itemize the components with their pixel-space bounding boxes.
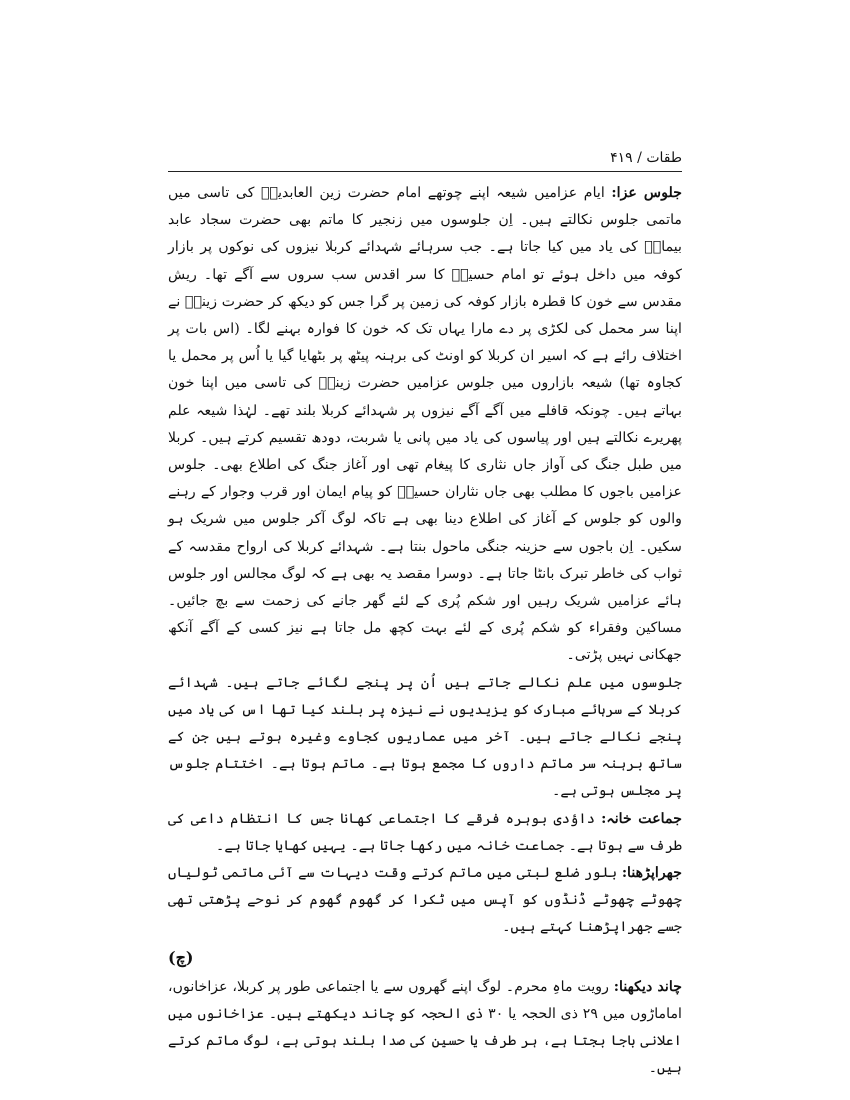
page-body (168, 180, 682, 1083)
entry-jamaat-khana (168, 806, 682, 860)
entry-text: بلور ضلع لبتی میں ماتم کرتے وقت دیہات سے آئی ماتمی ٹولیاں چھوٹے چھوٹے ڈنڈوں کو آپس میں ٹکرا کر گھوم گھوم کر نوحے پڑھتی تھی جسے جھراپڑھنا کہتے ہیں۔ (168, 865, 682, 936)
entry-continuation: جلوسوں میں علم نکالے جاتے ہیں اُن پر پنجے لگائے جاتے ہیں۔ شہدائے کربلا کے سرہائے مبارک کو یزیدیوں نے نیزہ پر بلند کیا تھا اس کی یاد میں پنجے نکالے جاتے ہیں۔ آخر میں عماریوں کجاوے وغیرہ ہوتے ہیں جن کے ساتھ برہنہ سر ماتم داروں کا مجمع ہوتا ہے۔ ماتم ہوتا ہے۔ اختتام جلوس پر مجلس ہوتی ہے۔ (168, 674, 682, 800)
entry-term: جماعت خانہ: (601, 810, 682, 827)
entry-text: رویت ماہِ محرم۔ لوگ اپنے گھروں سے یا اجتماعی طور پر کربلا، عزاخانوں، اماماڑوں میں ۲۹ ذی الحجہ یا ۳۰ ذی الحجہ کو چاند دیکھتے ہیں۔ عزاخانوں میں اعلانی باجا بجتا ہے، ہر طرف یا حسین کی صدا بلند ہوتی ہے، لوگ ماتم کرتے ہیں۔ (168, 978, 682, 1077)
entry-term: جھراپڑھنا: (621, 865, 682, 882)
entry-term: جلوس عزا: (611, 185, 683, 201)
entry-jhara-parhna (168, 860, 682, 942)
entry-term: چاند دیکھنا: (613, 978, 682, 995)
entry-chand-dekhna (168, 974, 682, 1083)
page-header (168, 146, 682, 172)
entry-jaloos-aza (168, 180, 682, 670)
header-rule (168, 171, 682, 172)
running-title: طقات / ۴۱۹ (610, 150, 682, 166)
section-letter: (چ) (168, 947, 194, 967)
entry-text: داؤدی بوہرہ فرقے کا اجتماعی کھانا جس کا انتظام داعی کی طرف سے ہوتا ہے۔ جماعت خانہ میں رکھا جاتا ہے۔ یہیں کھایا جاتا ہے۔ (168, 810, 682, 854)
entry-text: ایام عزامیں شیعہ اپنے چوتھے امام حضرت زین العابدینؑ کی تاسی میں ماتمی جلوس نکالتے ہیں۔ اِن جلوسوں میں زنجیر کا ماتم بھی حضرت سجاد عابد بیمارؑ کی یاد میں کیا جاتا ہے۔ جب سرہائے شہدائے کربلا نیزوں کی نوکوں پر بازار کوفہ میں داخل ہوئے تو امام حسینؑ کا سر اقدس سب سروں سے آگے تھا۔ ریش مقدس سے خون کا قطرہ بازار کوفہ کی زمین پر گرا جس کو دیکھ کر حضرت زینبؑ نے اپنا سر محمل کی لکڑی پر دے مارا یہاں تک کہ خون کا فوارہ بہنے لگا۔ (اس بات پر اختلاف رائے ہے کہ اسیر ان کربلا کو اونٹ کی برہنہ پیٹھ پر بٹھایا گیا یا اُس پر محمل یا کجاوہ تھا) شیعہ بازاروں میں جلوس عزامیں حضرت زینبؑ کی تاسی میں اپنا خون بہاتے ہیں۔ چونکہ قافلے میں آگے آگے نیزوں پر شہدائے کربلا بلند تھے۔ لہٰذا شیعہ علم پھریرے نکالتے ہیں اور پیاسوں کی یاد میں پانی یا شربت، دودھ تقسیم کرتے ہیں۔ کربلا میں طبل جنگ کی آواز جاں نثاری کا پیغام تھی اور آغاز جنگ کی اطلاع بھی۔ جلوس عزامیں باجوں کا مطلب بھی جاں نثاران حسینؑ کو پیام ایمان اور قرب وجوار کے رہنے والوں کو جلوس کے آغاز کی اطلاع دینا بھی ہے تاکہ لوگ آکر جلوس میں شریک ہو سکیں۔ اِن باجوں سے حزینہ جنگی ماحول بنتا ہے۔ شہدائے کربلا کی ارواح مقدسہ کے ثواب کی خاطر تبرک بانٹا جاتا ہے۔ دوسرا مقصد یہ بھی ہے کہ لوگ مجالس اور جلوس ہائے عزامیں شریک رہیں اور شکم پُری کے لئے گھر جانے کی زحمت سے بچ جائیں۔ مساکین وفقراء کو شکم پُری کے لئے بہت کچھ مل جاتا ہے نیز کسی کے آگے آنکھ جھکانی نہیں پڑتی۔ (168, 185, 682, 664)
